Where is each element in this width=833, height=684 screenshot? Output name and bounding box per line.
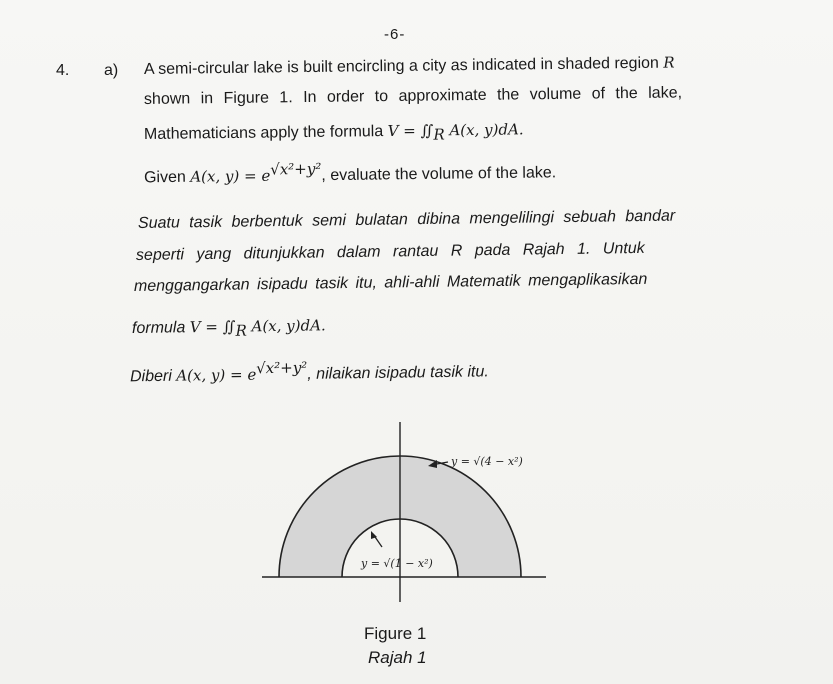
english-line-1: A semi-circular lake is built encircling a city as indicated in shaded region R <box>143 53 675 78</box>
english-line-2: shown in Figure 1. In order to approximate the volume of the lake, <box>143 84 683 108</box>
malay-line-3: menggangarkan isipadu tasik itu, ahli-ahli Matematik mengaplikasikan <box>133 270 648 295</box>
english-line-4: Given A(x, $y) = e^{√x^2+y^2}$, evaluate the volume of the lake. <box>143 159 557 187</box>
inner-curve-label: y = √(1 − x²) <box>361 557 433 570</box>
english-line-3: Mathematicians apply the formula $V = ∬_R$ A(x, y)dA. <box>143 120 524 144</box>
malay-line-2: seperti yang ditunjukkan dalam rantau R pada Rajah 1. Untuk <box>135 239 645 264</box>
question-number: 4. <box>56 62 70 79</box>
malay-line-4: formula $V = ∬_R$ A(x, y)dA. <box>131 316 326 340</box>
figure-caption-malay: Rajah 1 <box>368 648 427 667</box>
figure-caption-english: Figure 1 <box>364 624 427 643</box>
question-part: a) <box>104 62 119 79</box>
outer-curve-label: y = √(4 − x²) <box>451 455 523 468</box>
malay-line-1: Suatu tasik berbentuk semi bulatan dibina mengelilingi sebuah bandar <box>137 207 676 232</box>
page-number: -6- <box>384 26 406 43</box>
malay-line-5: Diberi A(x, $y) = e^{√x^2+y^2}$, nilaikan isipadu tasik itu. <box>129 358 489 386</box>
